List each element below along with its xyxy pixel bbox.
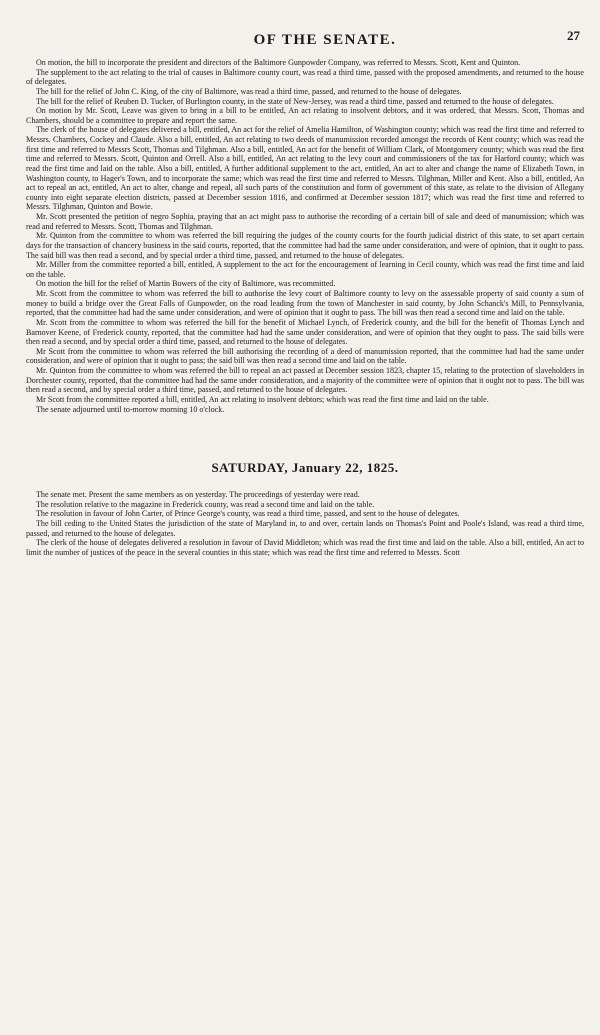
paragraph: The bill ceding to the United States the jurisdiction of the state of Maryland in, to and over, certain lands on Thomas's Point and Poole's Island, was read a third time, passed, and returned to the house of delegates. [26, 519, 584, 538]
paragraph: The bill for the relief of Reuben D. Tucker, of Burlington county, in the state of New-Jersey, was read a third time, passed and returned to the house of delegates. [36, 96, 554, 106]
page-number: 27 [567, 28, 580, 43]
paragraph: Mr. Miller from the committee reported a bill, entitled, A supplement to the act for the encouragement of learning in Cecil county, which was read the first time and laid on the table. [26, 260, 584, 279]
page-header [26, 28, 584, 58]
paragraph: The clerk of the house of delegates delivered a resolution in favour of David Middleton; which was read the first time and laid on the table. Also a bill, entitled, An act to limit the number of justices of the peace in the several counties in this state; which was read the first time and referred to Messrs. Scott [26, 538, 584, 557]
paragraph: Mr Scott from the committee to whom was referred the bill authorising the recording of a deed of manumission reported, that the committee had had the same under consideration, and were of opinion that it ought to pass; the said bill was then read a second time and laid on the table. [26, 346, 584, 366]
paragraph: Mr. Quinton from the committee to whom was referred the bill requiring the judges of the county courts for the fourth judicial district of this state, to set apart certain days for the transaction of chancery business in the said courts, reported, that the committee had had the same under consideration, and were of opinion, that it ought to pass. The said bill was then read a second, and by special order a third time, passed, and returned to the house of delegates. [26, 231, 584, 260]
paragraph: On motion, the bill to incorporate the president and directors of the Baltimore Gunpowder Company, was referred to Messrs. Scott, Kent and Quinton. [36, 58, 521, 67]
date-heading: SATURDAY, January 22, 1825. [211, 460, 399, 476]
paragraph: The resolution relative to the magazine in Frederick county, was read a second time and laid on the table. [36, 499, 375, 509]
paragraph: Mr Scott from the committee reported a bill, entitled, An act relating to insolvent debtors; which was read the first time and laid on the table. [36, 394, 489, 404]
paragraph: On motion the bill for the relief of Martin Bowers of the city of Baltimore, was recommitted. [36, 279, 336, 289]
paragraph: The supplement to the act relating to the trial of causes in Baltimore county court, was read a third time, passed with the proposed amendments, and returned to the house of delegates. [26, 67, 584, 87]
paragraph: Mr. Scott from the committee to whom was referred the bill to authorise the levy court of Baltimore county to levy on the assessable property of said county a sum of money to build a bridge over the Great Falls of Gunpowder, on the road leading from the town of Manchester in said county, by John Schanck's Mill, to Pennsylvania, reported, that the committee had had the same under consideration, and were of opinion that it ought to pass. The bill was then read a second time and laid on the table. [26, 289, 584, 318]
paragraph: The senate met. Present the same members as on yesterday. The proceedings of yesterday were read. [36, 490, 360, 500]
section-gap [26, 414, 584, 460]
proceedings-section-1 [26, 58, 584, 414]
paragraph: Mr. Quinton from the committee to whom was referred the bill to repeal an act passed at December session 1823, chapter 15, relating to the protection of slaveholders in Dorchester county, reported, that the committee had had the same under consideration, and a majority of the committee were of opinion that it ought not to pass. The bill was then read a second, and by special order a third time, passed, and returned to the house of delegates. [26, 366, 584, 395]
paragraph: The bill for the relief of John C. King, of the city of Baltimore, was read a third time, passed, and returned to the house of delegates. [36, 86, 462, 96]
paragraph: The resolution in favour of John Carter, of Prince George's county, was read a third time, passed, and sent to the house of delegates. [36, 509, 460, 519]
paragraph: The senate adjourned until to-morrow morning 10 o'clock. [36, 404, 225, 414]
paragraph: The clerk of the house of delegates delivered a bill, entitled, An act for the relief of Amelia Hamilton, of Washington county; which was read the first time and referred to Messrs. Chambers, Cockey and Claude. Also a bill, entitled, An act relating to two deeds of manumission recorded amongst the records of Kent county; which was read the first time and referred to Messrs Scott, Thomas and Tilghman. Also a bill, entitled, An act for the benefit of William Clark, of Montgomery county; which was read the first time and referred to Messrs. Scott, Quinton and Orrell. Also a bill, entitled, An act relating to the levy court and commissioners of the tax for Harford county; which was read the first time and laid on the table. Also a bill, entitled, A further additional supplement to the act, entitled, An act to alter and change the name of Elizabeth Town, in Washington county, to Hager's Town, and to incorporate the same; which was read the first time and referred to Messrs. Tilghman, Miller and Kent. Also a bill, entitled, An act to repeal an act, entitled, An act to alter, change and repeal, all such parts of the constitution and form of government of this state, as relate to the division of Allegany county into eight separate election districts, passed at December session 1816, and confirmed at December session 1817; which was read the first time and referred to Messrs. Tilghman, Quinton and Bowie. [26, 125, 584, 212]
running-head: OF THE SENATE. [253, 32, 397, 48]
paragraph: Mr. Scott presented the petition of negro Sophia, praying that an act might pass to authorise the recording of a certain bill of sale and deed of manumission; which was read and referred to Messrs. Scott, Thomas and Tilghman. [26, 212, 584, 231]
paragraph: On motion by Mr. Scott, Leave was given to bring in a bill to be entitled, An act relating to insolvent debtors, and it was ordered, that Messrs. Scott, Thomas and Chambers, should be a committee to prepare and report the same. [26, 106, 584, 125]
paragraph: Mr. Scott from the committee to whom was referred the bill for the benefit of Michael Lynch, of Frederick county, and the bill for the benefit of Thomas Lynch and Barnover Keene, of Frederick county, reported, that the committee had had the same under consideration, and were of opinion that they ought to pass. The said bills were then read a second, and by special order a third time, passed, and returned to the house of delegates. [26, 317, 584, 347]
proceedings-section-2 [26, 490, 584, 557]
